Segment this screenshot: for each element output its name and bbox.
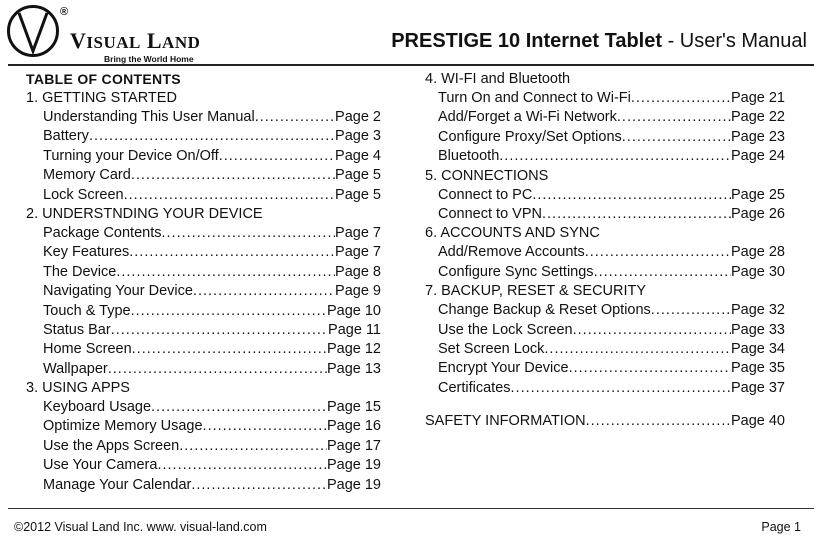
toc-entry-page: Page 24 [730,148,785,165]
toc-entry-page: Page 9 [335,283,381,300]
toc-entry-leader [511,379,731,398]
page-header [0,0,821,66]
toc-entry-leader [179,437,327,456]
toc-entry[interactable] [26,108,381,127]
toc-entry-text: Keyboard Usage [43,399,152,416]
toc-entry-page: Page 13 [326,360,381,377]
toc-entry[interactable] [26,456,381,475]
toc-entry[interactable] [26,302,381,321]
toc-entry[interactable] [26,360,381,379]
toc-section-title[interactable]: 4. WI-FI and Bluetooth [425,71,571,87]
toc-entry-page: Page 7 [335,244,381,261]
toc-entry[interactable] [26,224,381,243]
toc-entry-page: Page 19 [326,476,381,493]
toc-entry-page: Page 15 [326,399,381,416]
toc-entry-text: Turn On and Connect to Wi-Fi [438,90,631,106]
toc-entry-text: Add/Forget a Wi-Fi Network [438,109,617,126]
footer-divider [8,508,814,509]
toc-entry[interactable] [26,282,381,301]
toc-entry-text: Use the Apps Screen [43,437,180,454]
toc-entry-leader [129,243,335,262]
toc-entry-leader [193,282,335,301]
toc-entry-page: Page 7 [335,224,381,241]
toc-entry[interactable] [26,417,381,436]
toc-entry-leader [542,205,731,224]
brand-name [70,28,200,54]
toc-entry-leader [203,417,327,436]
toc-entry-page: Page 28 [730,244,785,261]
brand-rest-2: AND [162,33,201,52]
toc-entry-text: Use Your Camera [43,457,158,474]
toc-entry-page: Page 23 [730,128,785,145]
toc-entry-leader [162,224,336,243]
toc-entry-text: Connect to PC [438,186,533,203]
toc-section-title[interactable]: 3. USING APPS [26,380,130,397]
toc-entry-text: Configure Sync Settings [438,263,594,280]
toc-entry-text: Manage Your Calendar [43,476,192,493]
toc-entry-page: Page 17 [326,437,381,454]
toc-entry[interactable] [425,263,785,282]
toc-left-sections [26,89,381,495]
toc-entry-text: Status Bar [43,321,111,338]
toc-entry-leader [585,243,731,262]
toc-entry-page: Page 12 [326,341,381,358]
toc-entry[interactable] [26,243,381,262]
toc-entry-page: Page 30 [730,263,785,280]
toc-entry-leader [586,412,731,431]
document-title-bold: PRESTIGE 10 Internet Tablet [391,30,663,52]
toc-section-title[interactable]: 5. CONNECTIONS [425,167,549,184]
toc-entry[interactable] [26,476,381,495]
toc-entry[interactable] [26,186,381,205]
toc-entry-text: Certificates [438,379,511,396]
toc-entry-leader [116,263,335,282]
document-title [391,30,807,53]
safety-gap [425,398,785,412]
toc-entry[interactable] [425,379,785,398]
toc-entry-safety-information[interactable] [425,412,785,431]
toc-entry[interactable] [26,127,381,146]
toc-entry-text: Package Contents [43,224,162,241]
toc-entry-text: Change Backup & Reset Options [438,302,651,319]
toc-entry-leader [569,359,731,378]
toc-entry-page: Page 25 [730,186,785,203]
visual-land-logo [6,4,216,64]
toc-entry[interactable] [425,340,785,359]
toc-entry-text: Touch & Type [43,302,131,319]
toc-entry-page: Page 16 [326,418,381,435]
toc-entry-page: Page 37 [730,379,785,396]
brand-initial-v: V [70,28,87,53]
toc-section-title[interactable]: 2. UNDERSTNDING YOUR DEVICE [26,205,263,222]
toc-entry-text: Bluetooth [438,148,500,165]
toc-entry-text: Memory Card [43,167,131,184]
toc-entry-leader [219,147,335,166]
toc-entry[interactable] [425,359,785,378]
toc-entry-page: Page 3 [335,128,381,145]
toc-entry[interactable] [425,147,785,166]
toc-entry-leader [532,186,731,205]
toc-entry-text: Home Screen [43,341,132,358]
toc-entry-text: SAFETY INFORMATION [425,413,586,430]
toc-entry-text: Use the Lock Screen [438,321,573,338]
toc-entry-leader [631,89,731,108]
toc-entry-leader [255,108,335,127]
toc-entry[interactable] [26,437,381,456]
toc-entry[interactable] [425,321,785,340]
toc-entry-text: The Device [43,263,117,280]
toc-entry[interactable] [425,108,785,127]
brand-rest-1: ISUAL [86,33,141,52]
toc-section-title[interactable]: 7. BACKUP, RESET & SECURITY [425,283,647,300]
toc-entry-leader [132,340,327,359]
toc-entry-leader [617,108,731,127]
toc-entry-leader [131,166,335,185]
brand-initial-l: L [146,28,163,53]
toc-entry-text: Navigating Your Device [43,283,193,300]
toc-entry-leader [151,398,327,417]
toc-entry[interactable] [26,321,381,340]
toc-entry[interactable] [26,147,381,166]
toc-entry[interactable] [425,205,785,224]
toc-section-title[interactable]: 6. ACCOUNTS AND SYNC [425,225,600,242]
toc-entry[interactable] [425,186,785,205]
toc-entry-page: Page 5 [335,167,381,184]
toc-entry-leader [191,476,327,495]
toc-entry-leader [499,147,731,166]
toc-entry-page: Page 35 [730,360,785,377]
toc-entry-leader [108,360,327,379]
toc-entry-text: Connect to VPN [438,205,542,222]
brand-tagline: Bring the World Home [104,54,194,64]
toc-entry-leader [124,186,335,205]
toc-entry-page: Page 32 [730,302,785,319]
toc-entry[interactable] [26,340,381,359]
toc-entry-text: Wallpaper [43,360,108,377]
header-divider [8,64,814,66]
toc-entry[interactable] [425,89,785,108]
toc-entry-text: Set Screen Lock [438,340,545,357]
toc-entry-page: Page 33 [730,321,785,338]
footer-page-number: Page 1 [761,520,801,534]
toc-entry[interactable] [425,301,785,320]
toc-entry-page: Page 40 [730,413,785,430]
toc-entry-leader [651,301,731,320]
toc-entry-text: Understanding This User Manual [43,109,255,125]
v-circle-logo-icon [6,4,60,58]
toc-entry-page: Page 34 [730,340,785,357]
toc-entry-page: Page 5 [335,186,381,203]
toc-heading: TABLE OF CONTENTS [26,71,181,87]
toc-entry-leader [89,127,335,146]
toc-entry-leader [111,321,328,340]
toc-entry-page: Page 2 [335,109,381,125]
toc-entry-page: Page 10 [326,302,381,319]
footer-copyright: ©2012 Visual Land Inc. www. visual-land.com [14,520,267,534]
toc-right-sections [425,70,785,398]
toc-entry-text: Key Features [43,244,130,261]
toc-entry[interactable] [425,128,785,147]
toc-entry-page: Page 22 [730,109,785,126]
toc-entry-text: Lock Screen [43,186,124,203]
toc-entry-text: Battery [43,128,89,145]
registered-mark: ® [60,6,69,18]
document-title-rest: - User's Manual [662,30,807,52]
toc-section-title[interactable]: 1. GETTING STARTED [26,90,177,106]
toc-entry-leader [594,263,731,282]
toc-entry-leader [622,128,731,147]
toc-entry-page: Page 11 [328,321,381,338]
toc-entry[interactable] [26,398,381,417]
toc-entry-text: Configure Proxy/Set Options [438,128,622,145]
toc-entry-leader [573,321,731,340]
toc-entry[interactable] [26,263,381,282]
toc-entry-page: Page 8 [335,263,381,280]
toc-entry-leader [157,456,327,475]
toc-entry-leader [544,340,731,359]
toc-entry-text: Encrypt Your Device [438,360,569,377]
toc-entry-page: Page 21 [730,90,785,106]
toc-entry-text: Optimize Memory Usage [43,418,203,435]
toc-entry-text: Turning your Device On/Off [43,147,219,164]
toc-entry[interactable] [425,243,785,262]
toc-entry-text: Add/Remove Accounts [438,244,585,261]
toc-right-column [425,70,785,431]
toc-entry-leader [131,302,327,321]
toc-entry[interactable] [26,166,381,185]
toc-entry-page: Page 4 [335,147,381,164]
toc-left-column [26,70,381,495]
toc-entry-page: Page 19 [326,457,381,474]
toc-entry-page: Page 26 [730,205,785,222]
